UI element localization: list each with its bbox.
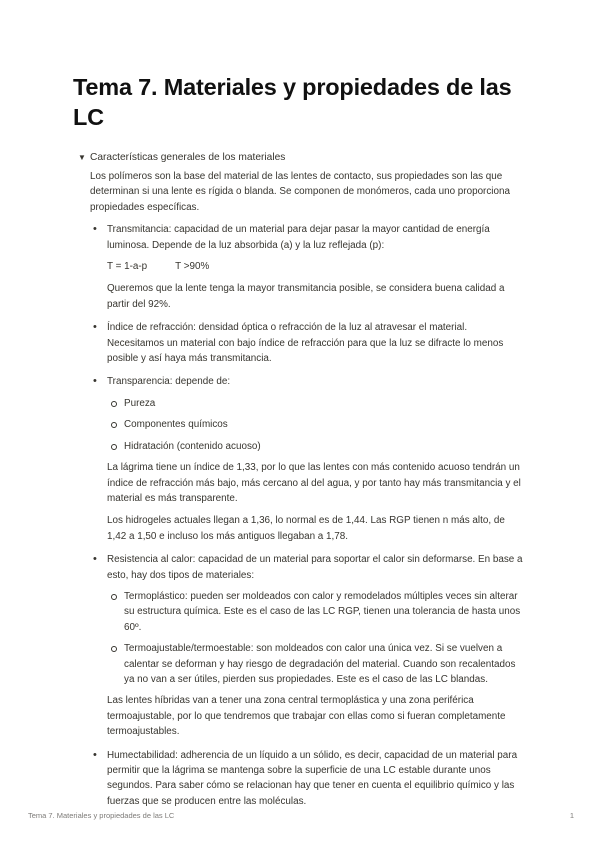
toggle-triangle-icon[interactable]: ▼ [78,153,86,162]
formula-b: T >90% [175,261,210,273]
intro-paragraph: Los polímeros son la base del material de las lentes de contacto, sus propiedades son las que determinan si una lente es rígida o blanda. Se componen de monómeros, cada uno proporciona propiedades específicas. [90,171,510,213]
calor-sublist [107,589,526,687]
formula-a: T = 1-a-p [107,261,148,273]
list-item-transmitancia [90,222,526,312]
transmitancia-formula [107,259,526,274]
list-item-calor [90,552,526,739]
sublist-item: Componentes químicos [107,417,526,432]
page-title: Tema 7. Materiales y propiedades de las LC [73,74,512,130]
footer-title: Tema 7. Materiales y propiedades de las LC [28,811,175,820]
toggle-header[interactable] [78,151,538,165]
list-item-transparencia [90,374,526,544]
properties-list [90,222,526,809]
transmitancia-text: • Transmitancia: capacidad de un material para dejar pasar la mayor cantidad de energía luminosa. Depende de la luz absorbida (a) y la luz reflejada (p): [107,224,490,251]
list-item-refraccion [90,320,526,366]
transparencia-text: • Transparencia: depende de: [107,376,231,388]
calor-text: • Resistencia al calor: capacidad de un material para soportar el calor sin deformarse. En base a esto, hay dos tipos de materiales: [107,554,523,581]
transparencia-sublist [107,396,526,454]
sublist-item: Pureza [107,396,526,411]
list-item-humectabilidad [90,748,526,810]
calor-note: Las lentes híbridas van a tener una zona central termoplástica y una zona periférica termoajustable, por lo que tendremos que trabajar con ellas como si fueran completamente termoajustables. [107,695,506,738]
toggle-block [78,151,538,165]
toggle-label: Características generales de los materiales [90,152,286,163]
page-number: 1 [569,811,574,820]
page-footer [28,811,574,820]
transparencia-note-2: Los hidrogeles actuales llegan a 1,36, lo normal es de 1,44. Las RGP tienen n más alto, de 1,42 a 1,50 e incluso los más antiguos llegaban a 1,78. [107,515,505,542]
toggle-content [90,169,526,817]
sublist-item: Termoajustable/termoestable: son moldeados con calor una única vez. Si se vuelven a calentar se deforman y hay riesgo de degradación del material. Cuando son recalentados ya no van a ser útiles, pierden sus propiedades. Este es el caso de las LC blandas. [107,641,526,687]
sublist-item: Termoplástico: pueden ser moldeados con calor y remodelados múltiples veces sin alterar su estructura química. Este es el caso de las LC RGP, tienen una tolerancia de hasta unos 60º. [107,589,526,635]
transparencia-note-1: La lágrima tiene un índice de 1,33, por lo que las lentes con más contenido acuoso tendrán un índice de refracción más bajo, más cercano al del agua, y por tanto hay más transmitancia y el material es más transparente. [107,462,521,504]
transmitancia-note: Queremos que la lente tenga la mayor transmitancia posible, se considera buena calidad a partir del 92%. [107,283,505,310]
refraccion-text: • Índice de refracción: densidad óptica o refracción de la luz al atravesar el material. Necesitamos un material con bajo índice de refracción para que la luz se difracte lo menos posible y así haya más transmitancia. [107,322,504,365]
sublist-item: Hidratación (contenido acuoso) [107,439,526,454]
humectabilidad-text: • Humectabilidad: adherencia de un líquido a un sólido, es decir, capacidad de un material para permitir que la lágrima se mantenga sobre la superficie de una LC estable durante unos segundos. Para saber cómo se relacionan hay que tener en cuenta el equilibrio químico y las fuerzas que se producen entre las moléculas. [107,749,518,807]
